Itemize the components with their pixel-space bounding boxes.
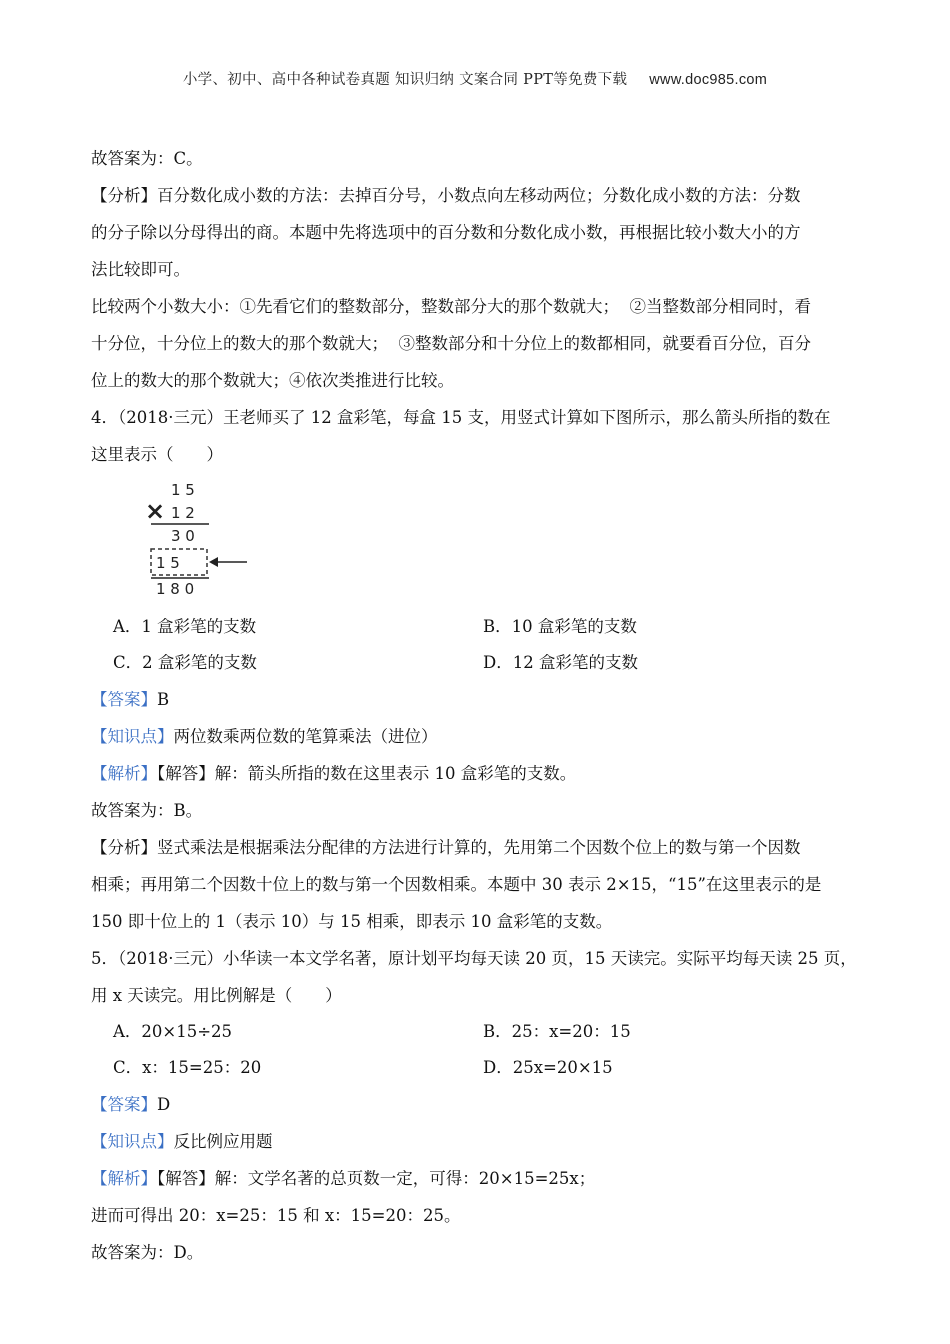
prev-analysis-line-1: 【分析】百分数化成小数的方法：去掉百分号，小数点向左移动两位；分数化成小数的方法：分数 xyxy=(91,186,801,205)
q5-knowledge-point: 【知识点】反比例应用题 xyxy=(91,1132,273,1151)
vertical-multiplication-figure xyxy=(119,479,259,595)
q5-options-row-1 xyxy=(91,1014,861,1050)
answer-tag: 【答案】 xyxy=(91,1095,157,1114)
calc-row4: 1 5 xyxy=(156,554,180,572)
arrow-head-icon xyxy=(209,557,218,567)
q4-answer: 【答案】B xyxy=(91,690,170,709)
q5-explanation: 【解析】【解答】解：文学名著的总页数一定，可得：20×15=25x； xyxy=(91,1169,596,1188)
q4-stem-line-1: 4．（2018·三元）王老师买了 12 盒彩笔，每盒 15 支，用竖式计算如下图所示，那么箭头所指的数在 xyxy=(91,408,831,427)
q4-explanation: 【解析】【解答】解：箭头所指的数在这里表示 10 盒彩笔的支数。 xyxy=(91,764,577,783)
header-text: 小学、初中、高中各种试卷真题 知识归纳 文案合同 PPT等免费下载 xyxy=(182,72,628,88)
q4-option-c[interactable]: C．2 盒彩笔的支数 xyxy=(113,653,257,672)
calc-row5: 1 8 0 xyxy=(156,580,195,595)
calc-row3: 3 0 xyxy=(171,527,195,545)
q5-stem-line-1: 5．（2018·三元）小华读一本文学名著，原计划平均每天读 20 页，15 天读完。实际平均每天读 25 页， xyxy=(91,949,857,968)
analysis-tag: 【分析】 xyxy=(91,186,157,205)
calc-row2: 1 2 xyxy=(171,504,195,522)
explanation-tag: 【解析】 xyxy=(91,764,157,783)
multiply-sign-icon: × xyxy=(145,497,166,525)
calc-row1: 1 5 xyxy=(171,481,195,499)
q4-knowledge-point: 【知识点】两位数乘两位数的笔算乘法（进位） xyxy=(91,727,438,746)
q5-answer: 【答案】D xyxy=(91,1095,171,1114)
q5-option-a[interactable]: A．20×15÷25 xyxy=(113,1022,233,1041)
document-body xyxy=(91,140,861,1271)
q4-analysis-line-1: 【分析】竖式乘法是根据乘法分配律的方法进行计算的，先用第二个因数个位上的数与第一个因数 xyxy=(91,838,801,857)
page-header xyxy=(0,68,950,89)
q4-analysis-line-3: 150 即十位上的 1（表示 10）与 15 相乘，即表示 10 盒彩笔的支数。 xyxy=(91,912,613,931)
q5-explanation-cont: 进而可得出 20：x=25：15 和 x：15=20：25。 xyxy=(91,1206,461,1225)
q4-conclusion: 故答案为：B。 xyxy=(91,801,203,820)
answer-tag: 【答案】 xyxy=(91,690,157,709)
q4-options-row-2 xyxy=(91,645,861,681)
q5-stem-line-2: 用 x 天读完。用比例解是（ ） xyxy=(91,986,342,1005)
q5-conclusion: 故答案为：D。 xyxy=(91,1243,204,1262)
q4-stem-line-2: 这里表示（ ） xyxy=(91,445,223,464)
explanation-tag: 【解析】 xyxy=(91,1169,157,1188)
q4-analysis-line-2: 相乘；再用第二个因数十位上的数与第一个因数相乘。本题中 30 表示 2×15，“15”在这里表示的是 xyxy=(91,875,822,894)
prev-conclusion: 故答案为：C。 xyxy=(91,149,203,168)
prev-analysis-line-2: 的分子除以分母得出的商。本题中先将选项中的百分数和分数化成小数，再根据比较小数大小的方 xyxy=(91,223,801,242)
header-url[interactable]: www.doc985.com xyxy=(649,72,768,88)
q4-option-b[interactable]: B．10 盒彩笔的支数 xyxy=(483,617,637,636)
q5-options-row-2 xyxy=(91,1050,861,1086)
prev-analysis-line-3: 法比较即可。 xyxy=(91,260,190,279)
knowledge-point-tag: 【知识点】 xyxy=(91,1132,174,1151)
q5-option-d[interactable]: D．25x=20×15 xyxy=(483,1058,613,1077)
knowledge-point-tag: 【知识点】 xyxy=(91,727,174,746)
q4-options-row-1 xyxy=(91,609,861,645)
q5-option-c[interactable]: C．x：15=25：20 xyxy=(113,1058,262,1077)
prev-compare-line-1: 比较两个小数大小：①先看它们的整数部分，整数部分大的那个数就大； ②当整数部分相同时，看 xyxy=(91,297,811,316)
q5-option-b[interactable]: B．25：x=20：15 xyxy=(483,1022,631,1041)
prev-compare-line-3: 位上的数大的那个数就大；④依次类推进行比较。 xyxy=(91,371,454,390)
analysis-tag: 【分析】 xyxy=(91,838,157,857)
q4-option-d[interactable]: D．12 盒彩笔的支数 xyxy=(483,653,638,672)
prev-compare-line-2: 十分位，十分位上的数大的那个数就大； ③整数部分和十分位上的数都相同，就要看百分位，百分 xyxy=(91,334,811,353)
q4-option-a[interactable]: A．1 盒彩笔的支数 xyxy=(113,617,257,636)
